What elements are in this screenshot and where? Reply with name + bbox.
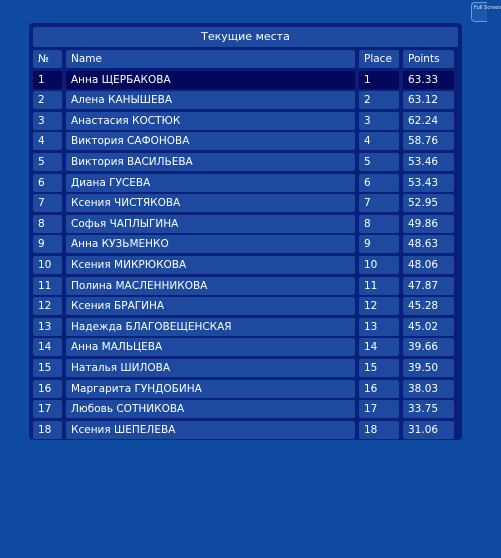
row-points: 63.33	[403, 71, 454, 89]
table-row[interactable]	[33, 112, 458, 130]
row-place: 7	[359, 194, 399, 212]
table-row[interactable]	[33, 421, 458, 439]
row-points: 39.66	[403, 338, 454, 356]
row-name: Ксения МИКРЮКОВА	[66, 256, 355, 274]
header-name: Name	[66, 50, 355, 68]
row-num: 9	[33, 235, 62, 253]
row-points: 62.24	[403, 112, 454, 130]
table-row[interactable]	[33, 256, 458, 274]
row-place: 13	[359, 318, 399, 336]
row-num: 17	[33, 400, 62, 418]
row-place: 12	[359, 297, 399, 315]
table-row[interactable]	[33, 338, 458, 356]
row-points: 48.63	[403, 235, 454, 253]
row-name: Надежда БЛАГОВЕЩЕНСКАЯ	[66, 318, 355, 336]
table-row[interactable]	[33, 215, 458, 233]
row-points: 58.76	[403, 132, 454, 150]
row-num: 15	[33, 359, 62, 377]
row-name: Любовь СОТНИКОВА	[66, 400, 355, 418]
standings-title: Текущие места	[33, 27, 458, 47]
table-row[interactable]	[33, 359, 458, 377]
row-points: 31.06	[403, 421, 454, 439]
row-place: 2	[359, 91, 399, 109]
row-name: Ксения БРАГИНА	[66, 297, 355, 315]
row-name: Софья ЧАПЛЫГИНА	[66, 215, 355, 233]
row-num: 4	[33, 132, 62, 150]
row-points: 38.03	[403, 380, 454, 398]
row-place: 18	[359, 421, 399, 439]
row-num: 3	[33, 112, 62, 130]
row-num: 16	[33, 380, 62, 398]
table-row[interactable]	[33, 400, 458, 418]
row-place: 8	[359, 215, 399, 233]
table-row[interactable]	[33, 174, 458, 192]
row-place: 4	[359, 132, 399, 150]
table-row[interactable]	[33, 318, 458, 336]
row-points: 49.86	[403, 215, 454, 233]
row-points: 45.02	[403, 318, 454, 336]
row-place: 15	[359, 359, 399, 377]
row-points: 52.95	[403, 194, 454, 212]
row-points: 53.43	[403, 174, 454, 192]
row-num: 1	[33, 71, 62, 89]
standings-panel	[29, 23, 462, 440]
row-name: Анна КУЗЬМЕНКО	[66, 235, 355, 253]
table-row[interactable]	[33, 194, 458, 212]
table-header-row	[33, 50, 458, 68]
row-name: Анна ЩЕРБАКОВА	[66, 71, 355, 89]
row-name: Виктория САФОНОВА	[66, 132, 355, 150]
row-points: 48.06	[403, 256, 454, 274]
row-num: 6	[33, 174, 62, 192]
row-name: Анна МАЛЬЦЕВА	[66, 338, 355, 356]
row-name: Анастасия КОСТЮК	[66, 112, 355, 130]
table-row[interactable]	[33, 235, 458, 253]
row-name: Ксения ЧИСТЯКОВА	[66, 194, 355, 212]
row-place: 14	[359, 338, 399, 356]
header-num: №	[33, 50, 62, 68]
row-points: 53.46	[403, 153, 454, 171]
row-num: 7	[33, 194, 62, 212]
row-points: 63.12	[403, 91, 454, 109]
fullscreen-button[interactable]: Full Screen	[471, 2, 487, 22]
header-place: Place	[359, 50, 399, 68]
table-row[interactable]	[33, 153, 458, 171]
row-num: 10	[33, 256, 62, 274]
table-row[interactable]	[33, 91, 458, 109]
row-name: Виктория ВАСИЛЬЕВА	[66, 153, 355, 171]
row-name: Полина МАСЛЕННИКОВА	[66, 277, 355, 295]
row-num: 11	[33, 277, 62, 295]
row-points: 39.50	[403, 359, 454, 377]
row-place: 16	[359, 380, 399, 398]
row-place: 6	[359, 174, 399, 192]
row-num: 13	[33, 318, 62, 336]
header-points: Points	[403, 50, 454, 68]
row-name: Диана ГУСЕВА	[66, 174, 355, 192]
table-row[interactable]	[33, 132, 458, 150]
row-num: 5	[33, 153, 62, 171]
row-num: 2	[33, 91, 62, 109]
row-name: Алена КАНЫШЕВА	[66, 91, 355, 109]
row-name: Ксения ШЕПЕЛЕВА	[66, 421, 355, 439]
table-row[interactable]	[33, 297, 458, 315]
row-place: 11	[359, 277, 399, 295]
row-num: 18	[33, 421, 62, 439]
row-place: 3	[359, 112, 399, 130]
table-row[interactable]	[33, 380, 458, 398]
row-num: 14	[33, 338, 62, 356]
table-row[interactable]	[33, 71, 458, 89]
row-place: 1	[359, 71, 399, 89]
row-place: 10	[359, 256, 399, 274]
row-name: Наталья ШИЛОВА	[66, 359, 355, 377]
row-name: Маргарита ГУНДОБИНА	[66, 380, 355, 398]
row-points: 33.75	[403, 400, 454, 418]
row-points: 47.87	[403, 277, 454, 295]
row-place: 5	[359, 153, 399, 171]
row-points: 45.28	[403, 297, 454, 315]
row-place: 17	[359, 400, 399, 418]
table-row[interactable]	[33, 277, 458, 295]
row-place: 9	[359, 235, 399, 253]
row-num: 12	[33, 297, 62, 315]
row-num: 8	[33, 215, 62, 233]
